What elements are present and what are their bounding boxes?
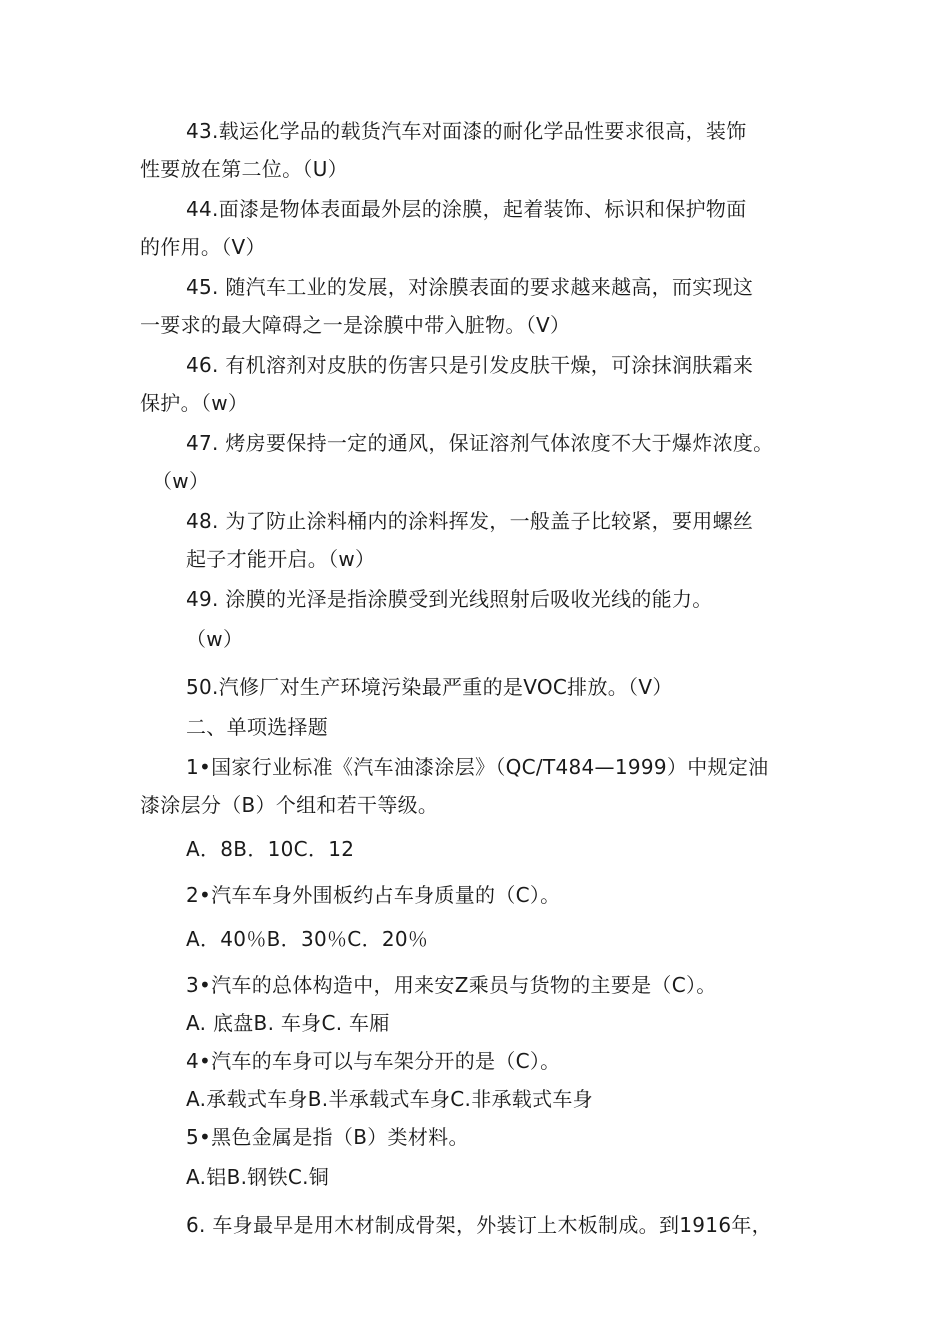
question-47-line-2: （w） xyxy=(152,469,210,493)
question-48-line-2: 起子才能开启。（w） xyxy=(186,547,376,571)
question-43-line-2: 性要放在第二位。（U） xyxy=(140,157,348,181)
question-46-line-2: 保护。（w） xyxy=(140,391,249,415)
question-46-line-1: 46. 有机溶剂对皮肤的伤害只是引发皮肤干燥，可涂抹润肤霜来 xyxy=(186,353,754,377)
choice-5-line-1: 5•黑色金属是指（B）类材料。 xyxy=(186,1125,469,1149)
question-48-line-1: 48. 为了防止涂料桶内的涂料挥发，一般盖子比较紧，要用螺丝 xyxy=(186,509,754,533)
question-49-line-1: 49. 涂膜的光泽是指涂膜受到光线照射后吸收光线的能力。 xyxy=(186,587,713,611)
choice-1-line-2: 漆涂层分（B）个组和若干等级。 xyxy=(140,793,439,817)
section-title: 二、单项选择题 xyxy=(186,715,329,739)
choice-2-options: A．40％B．30％C．20％ xyxy=(186,927,429,951)
choice-1-options: A．8B．10C．12 xyxy=(186,837,355,861)
question-44-line-1: 44.面漆是物体表面最外层的涂膜，起着装饰、标识和保护物面 xyxy=(186,197,747,221)
choice-1-line-1: 1•国家行业标准《汽车油漆涂层》（QC/T484—1999）中规定油 xyxy=(186,755,769,779)
choice-5-options: A.铝B.钢铁C.铜 xyxy=(186,1165,330,1189)
choice-3-options: A. 底盘B. 车身C. 车厢 xyxy=(186,1011,390,1035)
question-43-line-1: 43.载运化学品的载货汽车对面漆的耐化学品性要求很高，装饰 xyxy=(186,119,747,143)
choice-3-line-1: 3•汽车的总体构造中，用来安Z乘员与货物的主要是（C）。 xyxy=(186,973,717,997)
question-49-line-2: （w） xyxy=(186,627,244,651)
choice-4-options: A.承载式车身B.半承载式车身C.非承载式车身 xyxy=(186,1087,593,1111)
question-50-line-1: 50.汽修厂对生产环境污染最严重的是VOC排放。（V） xyxy=(186,675,673,699)
choice-4-line-1: 4•汽车的车身可以与车架分开的是（C）。 xyxy=(186,1049,561,1073)
question-45-line-1: 45. 随汽车工业的发展，对涂膜表面的要求越来越高，而实现这 xyxy=(186,275,754,299)
choice-2-line-1: 2•汽车车身外围板约占车身质量的（C）。 xyxy=(186,883,561,907)
question-45-line-2: 一要求的最大障碍之一是涂膜中带入脏物。（V） xyxy=(140,313,571,337)
question-44-line-2: 的作用。（V） xyxy=(140,235,266,259)
choice-6-line-1: 6. 车身最早是用木材制成骨架，外装订上木板制成。到1916年， xyxy=(186,1213,772,1237)
question-47-line-1: 47. 烤房要保持一定的通风，保证溶剂气体浓度不大于爆炸浓度。 xyxy=(186,431,774,455)
